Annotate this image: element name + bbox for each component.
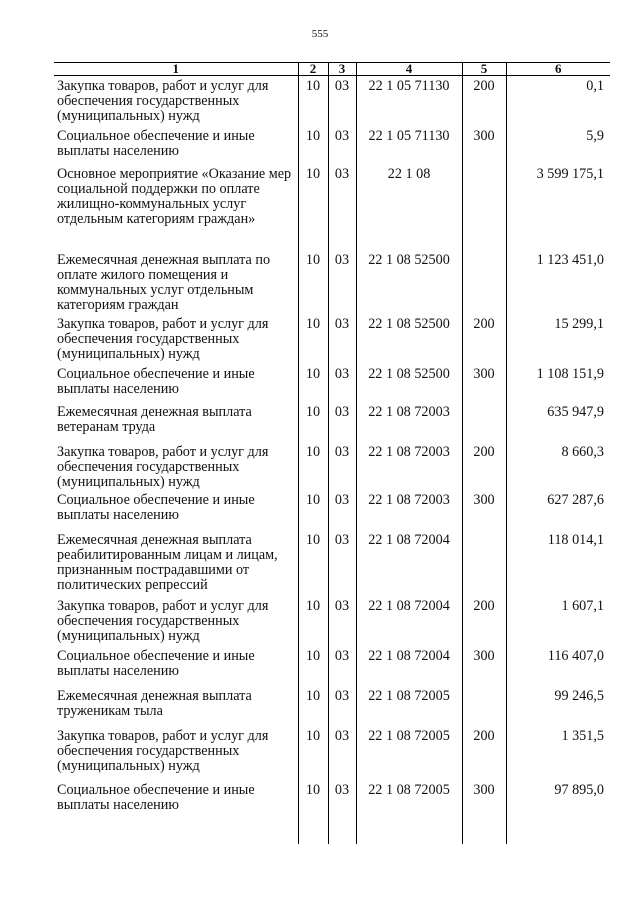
row-target-code: 22 1 08 72005	[356, 686, 462, 726]
table-row	[54, 314, 610, 364]
row-expense-type: 300	[462, 646, 506, 686]
row-amount: 1 351,5	[506, 726, 610, 780]
row-subsection: 03	[328, 126, 356, 164]
row-name: Социальное обеспечение и иные выплаты населению	[57, 127, 255, 159]
table-row	[54, 364, 610, 402]
row-section: 10	[298, 686, 328, 726]
row-name: Социальное обеспечение и иные выплаты населению	[57, 365, 255, 397]
row-target-code: 22 1 05 71130	[356, 126, 462, 164]
empty-cell	[298, 820, 328, 844]
row-expense-type: 200	[462, 314, 506, 364]
row-target-code: 22 1 08 72005	[356, 780, 462, 820]
row-amount: 97 895,0	[506, 780, 610, 820]
empty-cell	[54, 820, 298, 844]
row-expense-type	[462, 164, 506, 250]
row-subsection: 03	[328, 76, 356, 126]
header-col-3: 3	[328, 63, 356, 76]
table-row	[54, 76, 610, 126]
row-amount: 627 287,6	[506, 490, 610, 530]
row-target-code: 22 1 08 52500	[356, 314, 462, 364]
row-subsection: 03	[328, 490, 356, 530]
table-row	[54, 442, 610, 490]
row-section: 10	[298, 126, 328, 164]
table-row	[54, 250, 610, 314]
budget-table	[54, 62, 610, 844]
row-section: 10	[298, 402, 328, 442]
row-expense-type: 200	[462, 596, 506, 646]
row-target-code: 22 1 08 72004	[356, 646, 462, 686]
row-target-code: 22 1 08 72004	[356, 530, 462, 596]
row-subsection: 03	[328, 364, 356, 402]
row-amount: 1 123 451,0	[506, 250, 610, 314]
table-row	[54, 596, 610, 646]
table-row	[54, 490, 610, 530]
row-expense-type: 200	[462, 726, 506, 780]
row-subsection: 03	[328, 314, 356, 364]
table-row	[54, 780, 610, 820]
row-target-code: 22 1 08 72003	[356, 490, 462, 530]
row-section: 10	[298, 596, 328, 646]
row-subsection: 03	[328, 442, 356, 490]
row-name: Закупка товаров, работ и услуг для обеспечения государственных (муниципальных) нужд	[57, 597, 269, 644]
row-expense-type: 200	[462, 76, 506, 126]
row-expense-type: 300	[462, 490, 506, 530]
table-bottom-space	[54, 820, 610, 844]
row-expense-type	[462, 530, 506, 596]
header-col-4: 4	[356, 63, 462, 76]
row-subsection: 03	[328, 596, 356, 646]
row-subsection: 03	[328, 646, 356, 686]
row-section: 10	[298, 780, 328, 820]
row-target-code: 22 1 08 52500	[356, 250, 462, 314]
row-section: 10	[298, 490, 328, 530]
row-expense-type	[462, 686, 506, 726]
row-amount: 1 108 151,9	[506, 364, 610, 402]
row-amount: 8 660,3	[506, 442, 610, 490]
row-amount: 0,1	[506, 76, 610, 126]
row-name: Ежемесячная денежная выплата по оплате жилого помещения и коммунальных услуг отдельным категориям граждан	[57, 251, 271, 313]
row-expense-type: 300	[462, 364, 506, 402]
row-target-code: 22 1 05 71130	[356, 76, 462, 126]
row-expense-type: 300	[462, 126, 506, 164]
row-target-code: 22 1 08	[356, 164, 462, 250]
row-target-code: 22 1 08 72005	[356, 726, 462, 780]
row-subsection: 03	[328, 402, 356, 442]
row-name: Ежемесячная денежная выплата труженикам тыла	[57, 687, 252, 719]
row-name: Закупка товаров, работ и услуг для обеспечения государственных (муниципальных) нужд	[57, 727, 269, 774]
row-amount: 99 246,5	[506, 686, 610, 726]
row-name: Закупка товаров, работ и услуг для обеспечения государственных (муниципальных) нужд	[57, 443, 269, 490]
row-subsection: 03	[328, 250, 356, 314]
header-col-5: 5	[462, 63, 506, 76]
page-number: 555	[311, 28, 329, 40]
row-section: 10	[298, 76, 328, 126]
header-col-1: 1	[54, 63, 298, 76]
row-expense-type	[462, 402, 506, 442]
table-row	[54, 126, 610, 164]
table-row	[54, 530, 610, 596]
table-row	[54, 402, 610, 442]
empty-cell	[328, 820, 356, 844]
table-row	[54, 646, 610, 686]
row-name: Ежемесячная денежная выплата реабилитированным лицам и лицам, признанным пострадавшими от политических репрессий	[57, 531, 278, 593]
row-expense-type: 300	[462, 780, 506, 820]
row-amount: 5,9	[506, 126, 610, 164]
row-subsection: 03	[328, 780, 356, 820]
row-section: 10	[298, 646, 328, 686]
row-subsection: 03	[328, 686, 356, 726]
row-amount: 3 599 175,1	[506, 164, 610, 250]
row-amount: 1 607,1	[506, 596, 610, 646]
row-section: 10	[298, 314, 328, 364]
row-name: Ежемесячная денежная выплата ветеранам труда	[57, 403, 252, 435]
row-section: 10	[298, 250, 328, 314]
row-expense-type	[462, 250, 506, 314]
row-name: Основное мероприятие «Оказание мер социальной поддержки по оплате жилищно-коммунальных услуг отдельным категориям граждан»	[57, 165, 292, 227]
row-subsection: 03	[328, 726, 356, 780]
row-target-code: 22 1 08 72003	[356, 402, 462, 442]
row-section: 10	[298, 442, 328, 490]
row-target-code: 22 1 08 52500	[356, 364, 462, 402]
empty-cell	[506, 820, 610, 844]
empty-cell	[462, 820, 506, 844]
row-subsection: 03	[328, 164, 356, 250]
row-amount: 118 014,1	[506, 530, 610, 596]
header-row	[54, 63, 610, 76]
row-expense-type: 200	[462, 442, 506, 490]
row-amount: 15 299,1	[506, 314, 610, 364]
row-amount: 116 407,0	[506, 646, 610, 686]
row-subsection: 03	[328, 530, 356, 596]
row-name: Социальное обеспечение и иные выплаты населению	[57, 647, 255, 679]
row-target-code: 22 1 08 72003	[356, 442, 462, 490]
row-section: 10	[298, 364, 328, 402]
table-row	[54, 726, 610, 780]
row-section: 10	[298, 164, 328, 250]
header-col-2: 2	[298, 63, 328, 76]
row-amount: 635 947,9	[506, 402, 610, 442]
row-name: Социальное обеспечение и иные выплаты населению	[57, 781, 255, 813]
row-name: Закупка товаров, работ и услуг для обеспечения государственных (муниципальных) нужд	[57, 78, 269, 124]
row-section: 10	[298, 530, 328, 596]
row-name: Социальное обеспечение и иные выплаты населению	[57, 491, 255, 523]
table-row	[54, 164, 610, 250]
table-row	[54, 686, 610, 726]
empty-cell	[356, 820, 462, 844]
header-col-6: 6	[506, 63, 610, 76]
row-section: 10	[298, 726, 328, 780]
row-target-code: 22 1 08 72004	[356, 596, 462, 646]
row-name: Закупка товаров, работ и услуг для обеспечения государственных (муниципальных) нужд	[57, 315, 269, 362]
